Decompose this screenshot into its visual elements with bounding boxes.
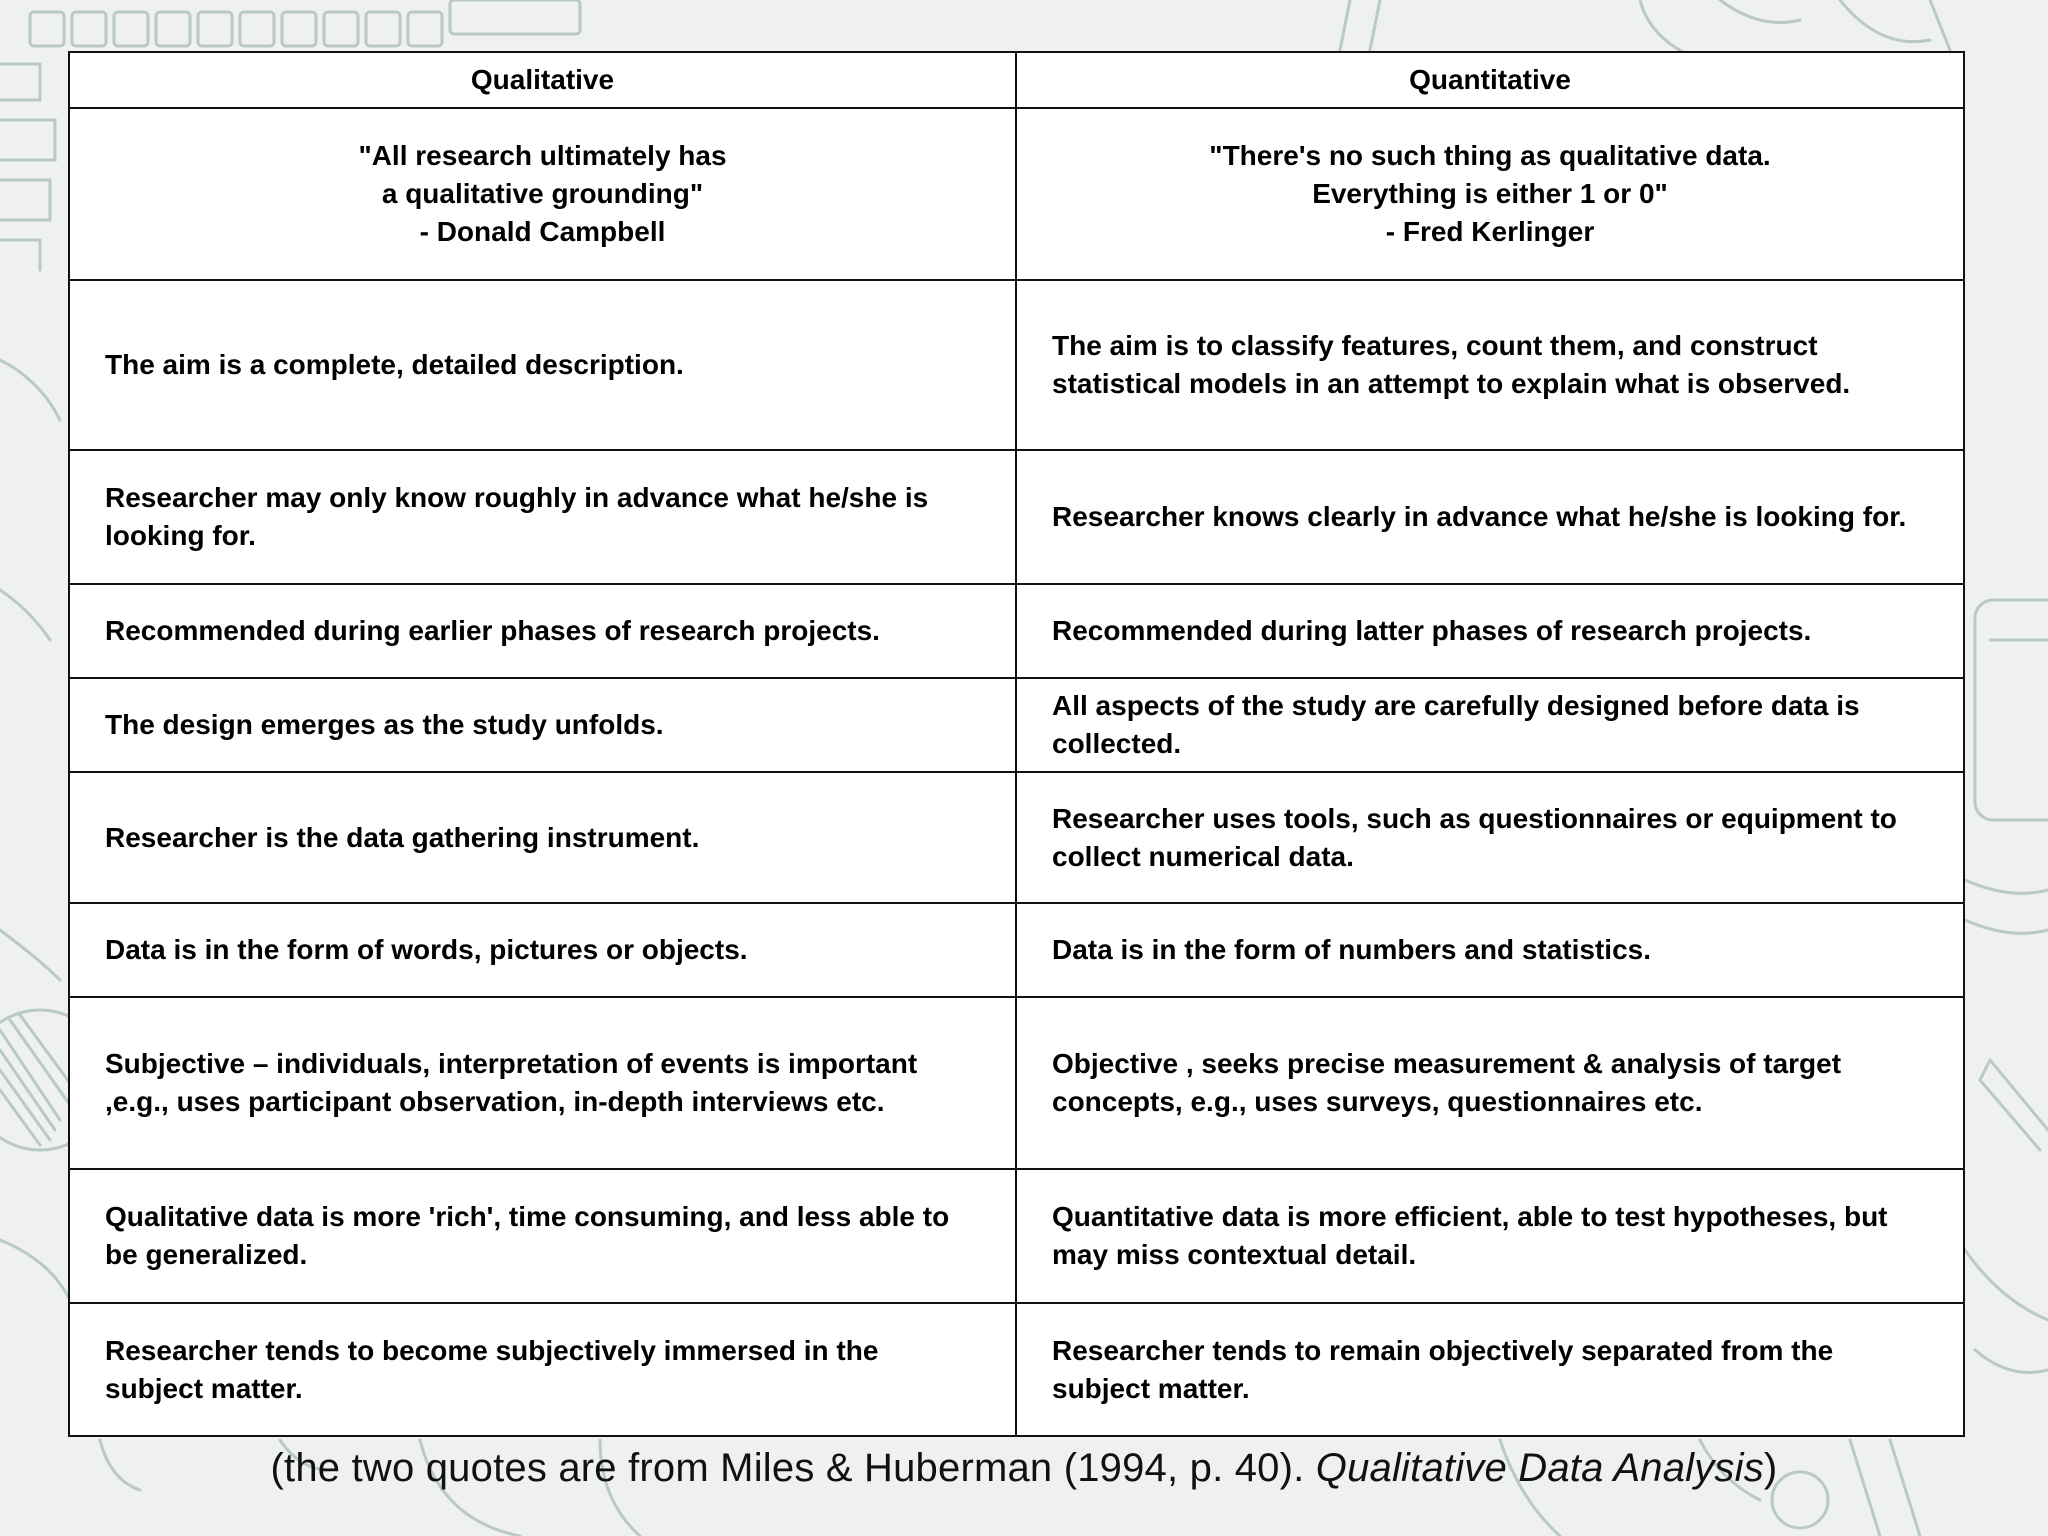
table-row [69,280,1964,450]
table-row [69,1303,1964,1436]
cell-qualitative: Subjective – individuals, interpretation of events is important ,e.g., uses participant observation, in-depth interviews etc. [69,997,1016,1169]
cell-qualitative: The aim is a complete, detailed description. [69,280,1016,450]
source-caption [0,1446,2048,1491]
caption-prefix: (the two quotes are from Miles & Huberman (1994, p. 40). [270,1446,1316,1490]
comparison-table-container [68,51,1963,1437]
pen-doodle [1980,1060,2048,1150]
quote-quantitative [1016,108,1964,280]
cell-qualitative: The design emerges as the study unfolds. [69,678,1016,772]
cell-qualitative: Recommended during earlier phases of research projects. [69,584,1016,678]
cell-quantitative: Researcher knows clearly in advance what he/she is looking for. [1016,450,1964,584]
cell-quantitative: Recommended during latter phases of research projects. [1016,584,1964,678]
cell-quantitative: The aim is to classify features, count them, and construct statistical models in an attempt to explain what is observed. [1016,280,1964,450]
quote-line: "All research ultimately has [358,140,727,171]
quote-attribution: - Donald Campbell [419,216,666,247]
table-row [69,903,1964,997]
table-row [69,997,1964,1169]
table-row [69,772,1964,903]
quote-qualitative [69,108,1016,280]
caption-suffix: ) [1763,1446,1778,1490]
comparison-table [68,51,1965,1437]
cell-qualitative: Qualitative data is more 'rich', time consuming, and less able to be generalized. [69,1169,1016,1303]
quote-line: Everything is either 1 or 0" [1312,178,1668,209]
cell-qualitative: Researcher may only know roughly in advance what he/she is looking for. [69,450,1016,584]
header-qualitative: Qualitative [69,52,1016,108]
cell-qualitative: Researcher is the data gathering instrument. [69,772,1016,903]
quote-row [69,108,1964,280]
cell-quantitative: Researcher uses tools, such as questionnaires or equipment to collect numerical data. [1016,772,1964,903]
caption-book-title: Qualitative Data Analysis [1315,1446,1764,1490]
quote-attribution: - Fred Kerlinger [1385,216,1595,247]
table-row [69,584,1964,678]
quote-line: a qualitative grounding" [381,178,704,209]
header-quantitative: Quantitative [1016,52,1964,108]
header-row [69,52,1964,108]
cell-quantitative: All aspects of the study are carefully designed before data is collected. [1016,678,1964,772]
table-row [69,450,1964,584]
table-row [69,678,1964,772]
cell-qualitative: Data is in the form of words, pictures or objects. [69,903,1016,997]
cell-quantitative: Quantitative data is more efficient, able to test hypotheses, but may miss contextual detail. [1016,1169,1964,1303]
cell-quantitative: Objective , seeks precise measurement & analysis of target concepts, e.g., uses surveys, questionnaires etc. [1016,997,1964,1169]
phone-doodle [1975,600,2048,820]
quote-line: "There's no such thing as qualitative data. [1209,140,1771,171]
cell-qualitative: Researcher tends to become subjectively immersed in the subject matter. [69,1303,1016,1436]
cell-quantitative: Data is in the form of numbers and statistics. [1016,903,1964,997]
cell-quantitative: Researcher tends to remain objectively separated from the subject matter. [1016,1303,1964,1436]
table-row [69,1169,1964,1303]
